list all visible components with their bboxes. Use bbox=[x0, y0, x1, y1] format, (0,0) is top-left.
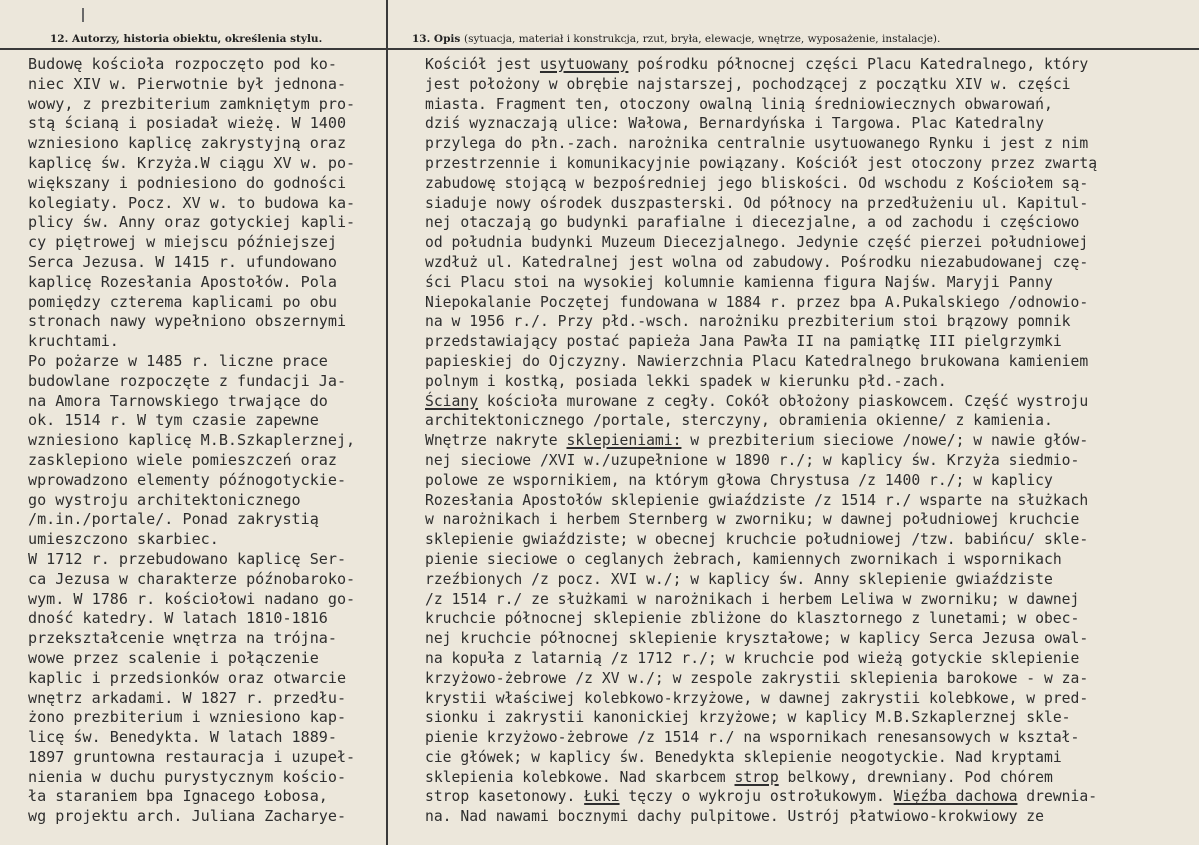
text-line: wzniesiono kaplicę zakrystyjną oraz bbox=[28, 134, 347, 153]
text-line: rzeźbionych /z pocz. XVI w./; w kaplicy św. Anny sklepienie gwiaździste bbox=[425, 570, 1053, 588]
text-line: wowy, z prezbiterium zamkniętym pro- bbox=[28, 94, 356, 113]
text-line: od południa budynki Muzeum Diecezjalnego. Jedynie część pierzei południowej bbox=[425, 234, 1089, 252]
text-line: jest położony w obrębie najstarszej, pochodzącej z początku XIV w. części bbox=[425, 75, 1071, 93]
text-line: wprowadzono elementy późnogotyckie- bbox=[28, 470, 347, 489]
text-line: wg projektu arch. Juliana Zacharye- bbox=[28, 807, 347, 826]
text-line: większany i podniesiono do godności bbox=[28, 173, 347, 192]
text-line: strop kasetonowy. Łuki tęczy o wykroju ostrołukowym. Więźba dachowa drewnia- bbox=[425, 788, 1098, 806]
text-line: kaplicę św. Krzyża.W ciągu XV w. po- bbox=[28, 153, 356, 172]
text-line: nienia w duchu purystycznym kościo- bbox=[28, 767, 347, 786]
text-line: na w 1956 r./. Przy płd.-wsch. narożniku prezbiterium stoi brązowy pomnik bbox=[425, 313, 1071, 331]
text-line: papieskiej do Ojczyzny. Nawierzchnia Placu Katedralnego brukowana kamieniem bbox=[425, 352, 1089, 370]
text-line: /m.in./portale/. Ponad zakrystią bbox=[28, 510, 319, 529]
header-divider bbox=[0, 48, 1199, 50]
text-line: cy piętrowej w miejscu późniejszej bbox=[28, 233, 337, 252]
text-line: plicy św. Anny oraz gotyckiej kapli- bbox=[28, 213, 356, 232]
text-line: wzniesiono kaplicę M.B.Szkaplerznej, bbox=[28, 431, 356, 450]
text-line: zabudowę stojącą w bezpośredniej jego bliskości. Od wschodu z Kościołem są- bbox=[425, 174, 1089, 192]
section-13-title: (sytuacja, materiał i konstrukcja, rzut, bryła, elewacje, wnętrze, wyposażenie, instalacje). bbox=[463, 33, 941, 45]
text-line: kruchtami. bbox=[28, 332, 119, 351]
text-line: krystii właściwej kolebkowo-krzyżowe, w dawnej zakrystii kolebkowe, w pred- bbox=[425, 689, 1089, 707]
text-line: dziś wyznaczają ulice: Wałowa, Bernardyńska i Targowa. Plac Katedralny bbox=[425, 115, 1044, 133]
text-line: Rozesłania Apostołów sklepienie gwiaździste /z 1514 r./ wsparte na służkach bbox=[425, 491, 1089, 509]
text-line: pomiędzy czterema kaplicami po obu bbox=[28, 292, 337, 311]
text-line: kolegiaty. Pocz. XV w. to budowa ka- bbox=[28, 193, 356, 212]
text-line: stronach nawy wypełniono obszernymi bbox=[28, 312, 347, 331]
text-line: niec XIV w. Pierwotnie był jednona- bbox=[28, 74, 347, 93]
column-divider bbox=[386, 0, 388, 845]
text-line: sklepienia kolebkowe. Nad skarbcem strop belkowy, drewniany. Pod chórem bbox=[425, 768, 1053, 786]
text-line: polnym i kostką, posiada lekki spadek w kierunku płd.-zach. bbox=[425, 372, 947, 390]
text-line: polowe ze wspornikiem, na którym głowa Chrystusa /z 1400 r./; w kaplicy bbox=[425, 471, 1053, 489]
text-line: kaplic i przedsionków oraz otwarcie bbox=[28, 668, 347, 687]
section-13-number: 13. Opis bbox=[412, 33, 464, 45]
text-line: wzdłuż ul. Katedralnej jest wolna od zabudowy. Pośrodku niezabudowanej czę- bbox=[425, 253, 1089, 271]
text-line: ca Jezusa w charakterze późnobaroko- bbox=[28, 569, 356, 588]
text-line: go wystroju architektonicznego bbox=[28, 490, 301, 509]
text-line: siaduje nowy ośrodek duszpasterski. Od północy na przedłużeniu ul. Kapitul- bbox=[425, 194, 1089, 212]
history-text-column bbox=[28, 55, 384, 827]
section-12-title: Autorzy, historia obiektu, określenia stylu. bbox=[71, 33, 323, 45]
text-line: kaplicę Rozesłania Apostołów. Pola bbox=[28, 272, 337, 291]
description-text-column bbox=[425, 55, 1197, 827]
text-line: architektonicznego /portale, sterczyny, obramienia okienne/ z kamienia. bbox=[425, 412, 1053, 430]
text-line: zasklepiono wiele pomieszczeń oraz bbox=[28, 450, 337, 469]
text-line: miasta. Fragment ten, otoczony owalną linią średniowiecznych obwarowań, bbox=[425, 95, 1053, 113]
text-line: przedstawiający postać papieża Jana Pawła II na pamiątkę III pielgrzymki bbox=[425, 333, 1062, 351]
text-line: sklepienie gwiaździste; w obecnej kruchcie południowej /tzw. babińcu/ skle- bbox=[425, 531, 1089, 549]
text-line: wym. W 1786 r. kościołowi nadano go- bbox=[28, 589, 356, 608]
text-line: dność katedry. W latach 1810-1816 bbox=[28, 609, 328, 628]
text-line: ści Placu stoi na wysokiej kolumnie kamienna figura Najśw. Maryji Panny bbox=[425, 273, 1053, 291]
section-13-header bbox=[412, 33, 940, 45]
text-line: Serca Jezusa. W 1415 r. ufundowano bbox=[28, 252, 337, 271]
text-line: na kopuła z latarnią /z 1712 r./; w kruchcie pod wieżą gotyckie sklepienie bbox=[425, 649, 1080, 667]
text-line: cie główek; w kaplicy św. Benedykta sklepienie neogotyckie. Nad kryptami bbox=[425, 748, 1062, 766]
text-line: kruchcie północnej sklepienie zbliżone do klasztornego z lunetami; w obec- bbox=[425, 610, 1080, 628]
text-line: Budowę kościoła rozpoczęto pod ko- bbox=[28, 55, 337, 73]
text-line: /z 1514 r./ ze służkami w narożnikach i herbem Leliwa w zworniku; w dawnej bbox=[425, 590, 1080, 608]
text-line: ła staraniem bpa Ignacego Łobosa, bbox=[28, 787, 328, 806]
text-line: W 1712 r. przebudowano kaplicę Ser- bbox=[28, 549, 347, 568]
text-line: Niepokalanie Poczętej fundowana w 1884 r. przez bpa A.Pukalskiego /odnowio- bbox=[425, 293, 1089, 311]
section-12-number: 12. bbox=[50, 33, 72, 45]
text-line: Ściany kościoła murowane z cegły. Cokół obłożony piaskowcem. Część wystroju bbox=[425, 392, 1089, 410]
text-line: na Amora Tarnowskiego trwające do bbox=[28, 391, 328, 410]
text-line: sionku i zakrystii kanonickiej krzyżowe; w kaplicy M.B.Szkaplerznej skle- bbox=[425, 709, 1071, 727]
text-line: stą ścianą i posiadał wieżę. W 1400 bbox=[28, 114, 347, 133]
text-line: przekształcenie wnętrza na trójna- bbox=[28, 629, 337, 648]
text-line: nej sieciowe /XVI w./uzupełnione w 1890 r./; w kaplicy św. Krzyża siedmio- bbox=[425, 451, 1080, 469]
text-line: krzyżowo-żebrowe /z XV w./; w zespole zakrystii sklepienia barokowe - w za- bbox=[425, 669, 1089, 687]
text-line: ok. 1514 r. W tym czasie zapewne bbox=[28, 411, 319, 430]
text-line: przestrzennie i komunikacyjnie powiązany. Kościół jest otoczony przez zwartą bbox=[425, 154, 1098, 172]
text-line: nej kruchcie północnej sklepienie kryształowe; w kaplicy Serca Jezusa owal- bbox=[425, 630, 1089, 648]
text-line: 1897 gruntowna restauracja i uzupeł- bbox=[28, 747, 356, 766]
text-line: licę św. Benedykta. W latach 1889- bbox=[28, 728, 337, 747]
text-line: wnętrz arkadami. W 1827 r. przedłu- bbox=[28, 688, 347, 707]
section-12-header bbox=[50, 33, 322, 45]
text-line: Wnętrze nakryte sklepieniami: w prezbiterium sieciowe /nowe/; w nawie głów- bbox=[425, 432, 1089, 450]
text-line: nej otaczają go budynki parafialne i diecezjalne, a od zachodu i częściowo bbox=[425, 214, 1080, 232]
text-line: umieszczono skarbiec. bbox=[28, 530, 219, 549]
text-line: budowlane rozpoczęte z fundacji Ja- bbox=[28, 371, 347, 390]
text-line: w narożnikach i herbem Sternberg w zworniku; w dawnej południowej kruchcie bbox=[425, 511, 1080, 529]
text-line: pienie sieciowe o ceglanych żebrach, kamiennych zwornikach i wspornikach bbox=[425, 550, 1062, 568]
margin-mark bbox=[82, 8, 84, 22]
text-line: Kościół jest usytuowany pośrodku północnej części Placu Katedralnego, który bbox=[425, 56, 1089, 73]
text-line: pienie krzyżowo-żebrowe /z 1514 r./ na wspornikach renesansowych w kształ- bbox=[425, 729, 1080, 747]
text-line: przylega do płn.-zach. narożnika centralnie usytuowanego Rynku i jest z nim bbox=[425, 135, 1089, 153]
text-line: wowe przez scalenie i połączenie bbox=[28, 648, 319, 667]
text-line: żono prezbiterium i wzniesiono kap- bbox=[28, 708, 347, 727]
text-line: na. Nad nawami bocznymi dachy pulpitowe. Ustrój płatwiowo-krokwiowy ze bbox=[425, 808, 1044, 826]
text-line: Po pożarze w 1485 r. liczne prace bbox=[28, 351, 328, 370]
